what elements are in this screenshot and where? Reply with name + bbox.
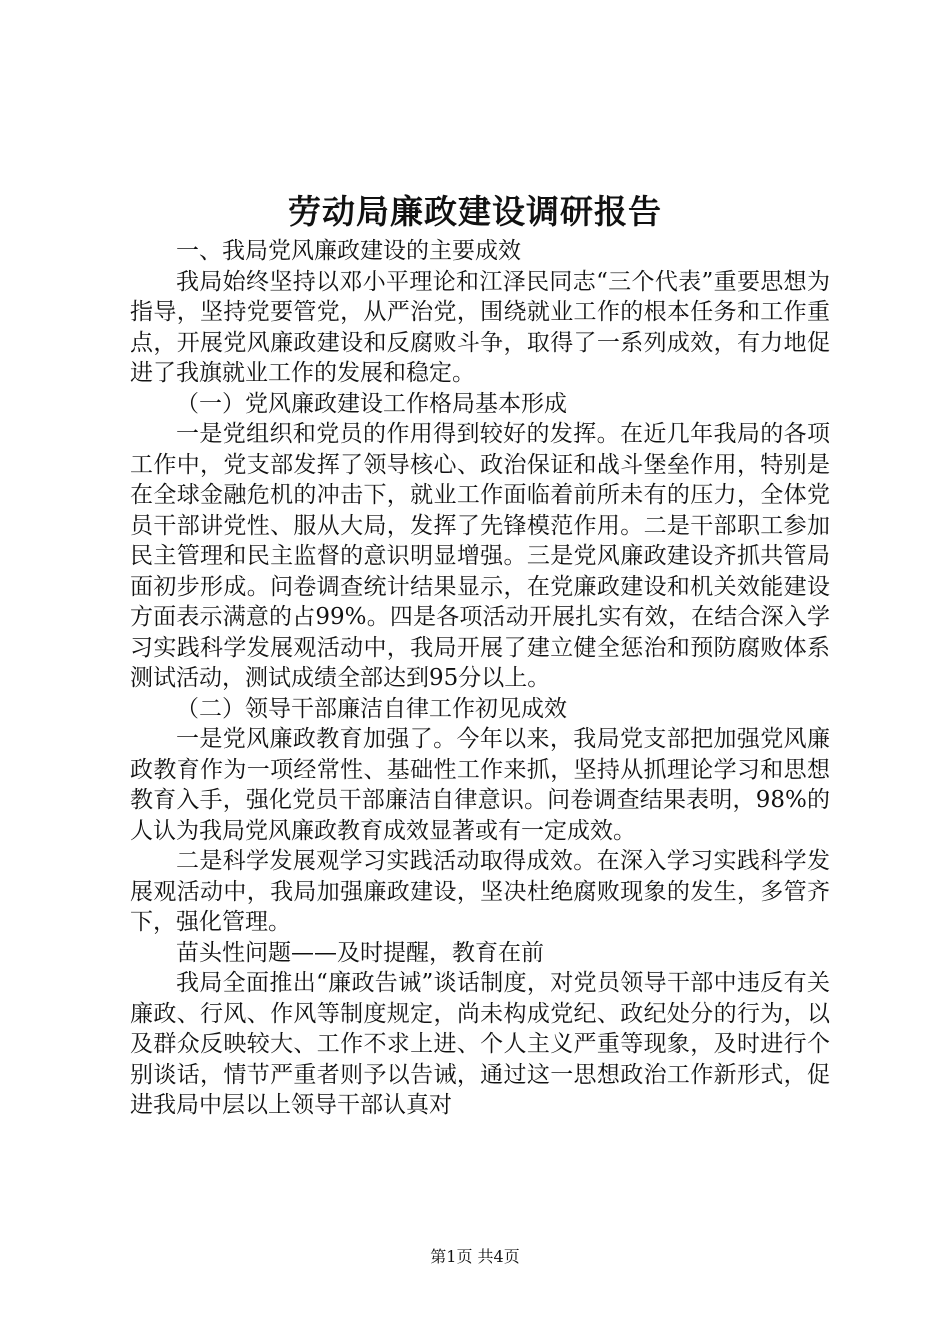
paragraph: 一是党风廉政教育加强了。今年以来，我局党支部把加强党风廉政教育作为一项经常性、基础性工作来抓，坚持从抓理论学习和思想教育入手，强化党员干部廉洁自律意识。问卷调查结果表明，98%的人认为我局党风廉政教育成效显著或有一定成效。: [130, 726, 830, 844]
paragraph: 二是科学发展观学习实践活动取得成效。在深入学习实践科学发展观活动中，我局加强廉政建设，坚决杜绝腐败现象的发生，多管齐下，强化管理。: [130, 848, 830, 935]
subsection-heading: 苗头性问题——及时提醒，教育在前: [176, 939, 544, 966]
subsection-heading: （二）领导干部廉洁自律工作初见成效: [176, 695, 567, 722]
paragraph: 我局全面推出“廉政告诫”谈话制度，对党员领导干部中违反有关廉政、行风、作风等制度规定，尚未构成党纪、政纪处分的行为，以及群众反映较大、工作不求上进、个人主义严重等现象，及时进行个别谈话，情节严重者则予以告诫，通过这一思想政治工作新形式，促进我局中层以上领导干部认真对: [130, 970, 830, 1118]
paragraph: 我局始终坚持以邓小平理论和江泽民同志“三个代表”重要思想为指导，坚持党要管党，从严治党，围绕就业工作的根本任务和工作重点，开展党风廉政建设和反腐败斗争，取得了一系列成效，有力地促进了我旗就业工作的发展和稳定。: [130, 268, 830, 386]
page-number-footer: 第1页 共4页: [430, 1247, 520, 1266]
subsection-heading: （一）党风廉政建设工作格局基本形成: [176, 390, 567, 417]
document-title: 劳动局廉政建设调研报告: [288, 192, 662, 231]
section-heading: 一、我局党风廉政建设的主要成效: [176, 238, 521, 264]
paragraph: 一是党组织和党员的作用得到较好的发挥。在近几年我局的各项工作中，党支部发挥了领导核心、政治保证和战斗堡垒作用，特别是在全球金融危机的冲击下，就业工作面临着前所未有的压力，全体党员干部讲党性、服从大局，发挥了先锋模范作用。二是干部职工参加民主管理和民主监督的意识明显增强。三是党风廉政建设齐抓共管局面初步形成。问卷调查统计结果显示，在党廉政建设和机关效能建设方面表示满意的占99%。四是各项活动开展扎实有效，在结合深入学习实践科学发展观活动中，我局开展了建立健全惩治和预防腐败体系测试活动，测试成绩全部达到95分以上。: [130, 421, 830, 691]
document-body: [130, 236, 830, 1121]
